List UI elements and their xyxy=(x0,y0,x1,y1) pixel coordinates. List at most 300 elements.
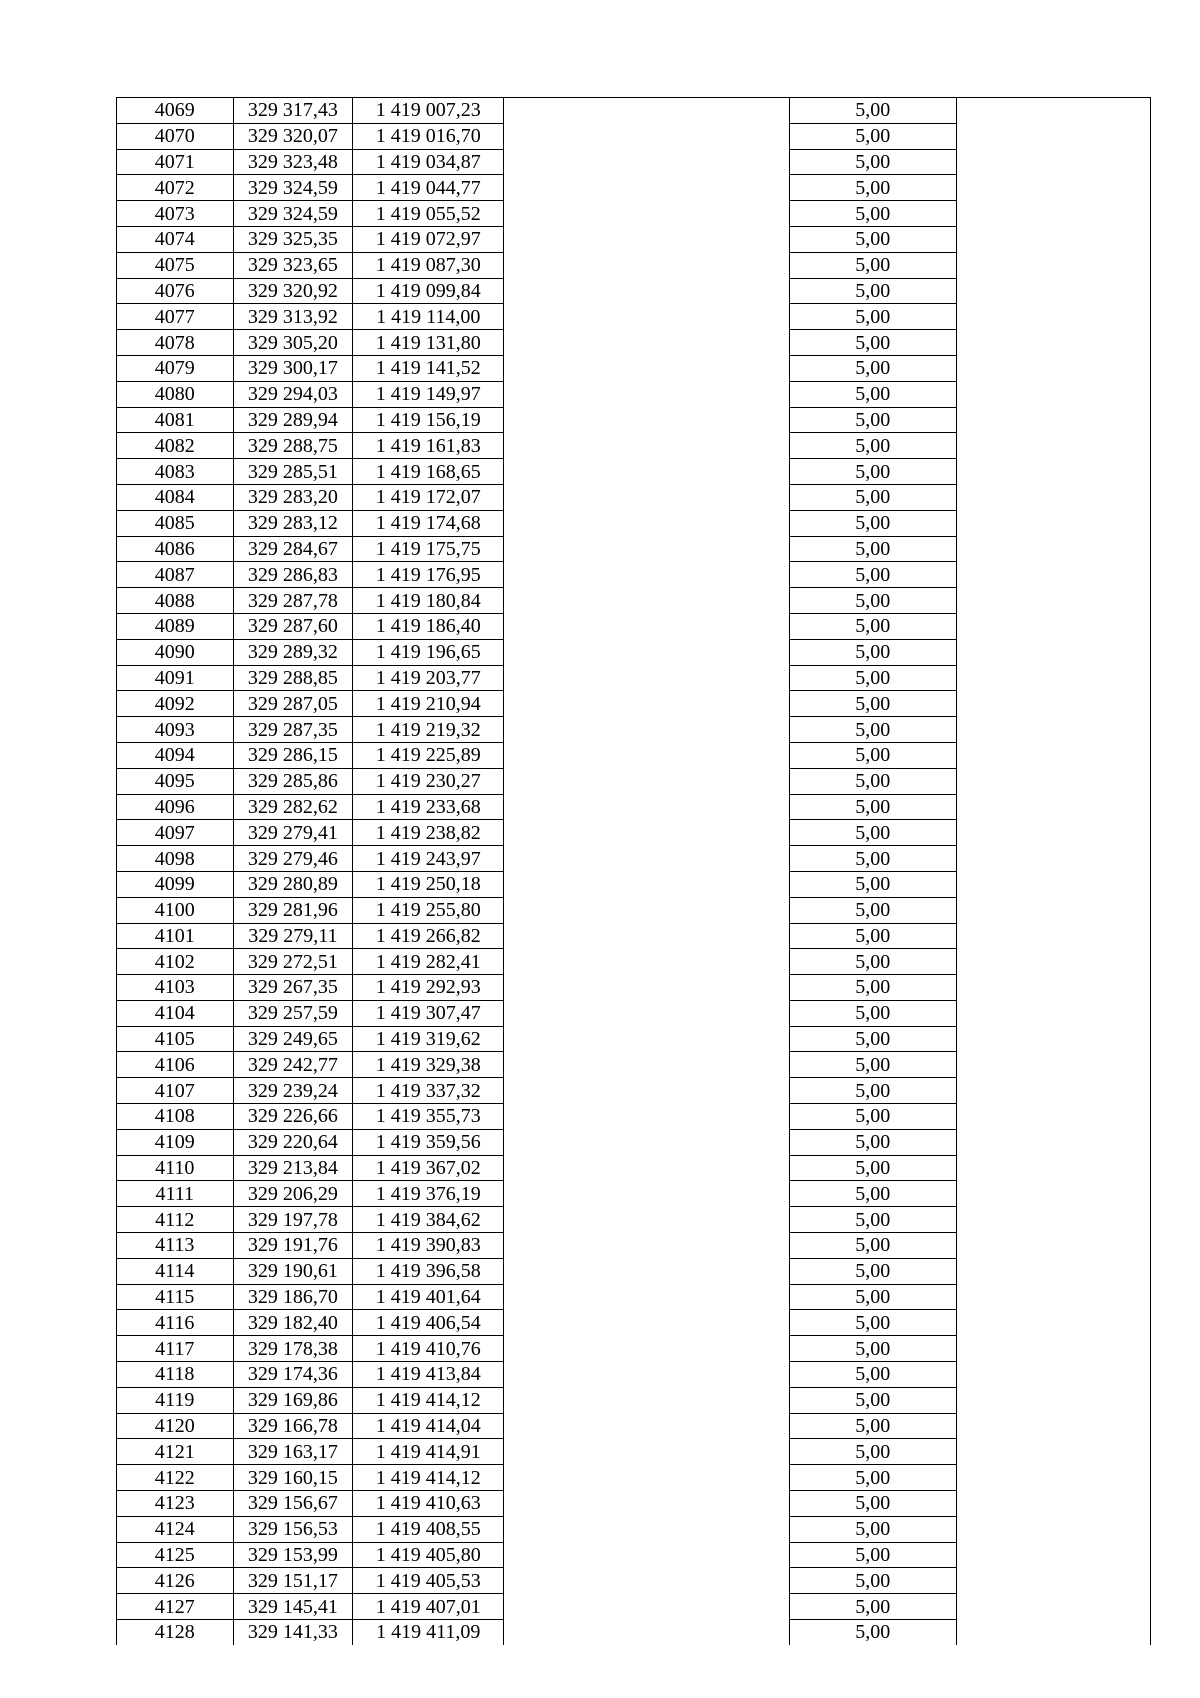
empty-cell xyxy=(504,459,790,485)
point-number-cell: 4110 xyxy=(117,1155,234,1181)
table-row xyxy=(117,562,1151,588)
empty-cell xyxy=(504,407,790,433)
value-cell: 5,00 xyxy=(789,510,956,536)
empty-cell xyxy=(504,1284,790,1310)
point-number-cell: 4074 xyxy=(117,226,234,252)
empty-cell xyxy=(956,588,1150,614)
table-row xyxy=(117,1336,1151,1362)
empty-cell xyxy=(956,1000,1150,1026)
empty-cell xyxy=(956,1310,1150,1336)
empty-cell xyxy=(956,1258,1150,1284)
table-row xyxy=(117,897,1151,923)
point-number-cell: 4086 xyxy=(117,536,234,562)
empty-cell xyxy=(956,665,1150,691)
point-number-cell: 4107 xyxy=(117,1078,234,1104)
y-coordinate-cell: 1 419 219,32 xyxy=(353,717,504,743)
table-row xyxy=(117,484,1151,510)
table-row xyxy=(117,123,1151,149)
x-coordinate-cell: 329 289,32 xyxy=(233,639,353,665)
y-coordinate-cell: 1 419 034,87 xyxy=(353,149,504,175)
empty-cell xyxy=(956,717,1150,743)
x-coordinate-cell: 329 283,20 xyxy=(233,484,353,510)
value-cell: 5,00 xyxy=(789,1207,956,1233)
value-cell: 5,00 xyxy=(789,1387,956,1413)
value-cell: 5,00 xyxy=(789,1026,956,1052)
x-coordinate-cell: 329 178,38 xyxy=(233,1336,353,1362)
empty-cell xyxy=(504,433,790,459)
table-row xyxy=(117,949,1151,975)
x-coordinate-cell: 329 285,51 xyxy=(233,459,353,485)
empty-cell xyxy=(956,975,1150,1001)
empty-cell xyxy=(504,639,790,665)
y-coordinate-cell: 1 419 225,89 xyxy=(353,742,504,768)
empty-cell xyxy=(956,149,1150,175)
value-cell: 5,00 xyxy=(789,562,956,588)
empty-cell xyxy=(504,1465,790,1491)
table-row xyxy=(117,1104,1151,1130)
empty-cell xyxy=(956,304,1150,330)
x-coordinate-cell: 329 182,40 xyxy=(233,1310,353,1336)
table-row xyxy=(117,717,1151,743)
empty-cell xyxy=(956,639,1150,665)
empty-cell xyxy=(504,381,790,407)
x-coordinate-cell: 329 206,29 xyxy=(233,1181,353,1207)
empty-cell xyxy=(504,278,790,304)
x-coordinate-cell: 329 305,20 xyxy=(233,330,353,356)
point-number-cell: 4114 xyxy=(117,1258,234,1284)
empty-cell xyxy=(956,459,1150,485)
table-row xyxy=(117,1491,1151,1517)
empty-cell xyxy=(504,1413,790,1439)
table-row xyxy=(117,226,1151,252)
empty-cell xyxy=(504,1620,790,1645)
x-coordinate-cell: 329 160,15 xyxy=(233,1465,353,1491)
table-row xyxy=(117,639,1151,665)
x-coordinate-cell: 329 282,62 xyxy=(233,794,353,820)
x-coordinate-cell: 329 313,92 xyxy=(233,304,353,330)
empty-cell xyxy=(956,175,1150,201)
empty-cell xyxy=(956,123,1150,149)
y-coordinate-cell: 1 419 250,18 xyxy=(353,871,504,897)
empty-cell xyxy=(956,201,1150,227)
table-row xyxy=(117,355,1151,381)
x-coordinate-cell: 329 156,53 xyxy=(233,1516,353,1542)
y-coordinate-cell: 1 419 355,73 xyxy=(353,1104,504,1130)
y-coordinate-cell: 1 419 266,82 xyxy=(353,923,504,949)
value-cell: 5,00 xyxy=(789,433,956,459)
value-cell: 5,00 xyxy=(789,1284,956,1310)
table-row xyxy=(117,1594,1151,1620)
empty-cell xyxy=(956,1439,1150,1465)
x-coordinate-cell: 329 169,86 xyxy=(233,1387,353,1413)
value-cell: 5,00 xyxy=(789,923,956,949)
value-cell: 5,00 xyxy=(789,639,956,665)
y-coordinate-cell: 1 419 411,09 xyxy=(353,1620,504,1645)
point-number-cell: 4077 xyxy=(117,304,234,330)
empty-cell xyxy=(504,820,790,846)
y-coordinate-cell: 1 419 396,58 xyxy=(353,1258,504,1284)
x-coordinate-cell: 329 287,78 xyxy=(233,588,353,614)
value-cell: 5,00 xyxy=(789,1439,956,1465)
x-coordinate-cell: 329 323,65 xyxy=(233,252,353,278)
value-cell: 5,00 xyxy=(789,588,956,614)
y-coordinate-cell: 1 419 367,02 xyxy=(353,1155,504,1181)
table-row xyxy=(117,1516,1151,1542)
point-number-cell: 4101 xyxy=(117,923,234,949)
empty-cell xyxy=(956,252,1150,278)
x-coordinate-cell: 329 267,35 xyxy=(233,975,353,1001)
y-coordinate-cell: 1 419 405,80 xyxy=(353,1542,504,1568)
x-coordinate-cell: 329 284,67 xyxy=(233,536,353,562)
x-coordinate-cell: 329 220,64 xyxy=(233,1129,353,1155)
table-row xyxy=(117,1181,1151,1207)
empty-cell xyxy=(504,175,790,201)
empty-cell xyxy=(956,1491,1150,1517)
point-number-cell: 4090 xyxy=(117,639,234,665)
empty-cell xyxy=(504,1207,790,1233)
point-number-cell: 4104 xyxy=(117,1000,234,1026)
y-coordinate-cell: 1 419 407,01 xyxy=(353,1594,504,1620)
table-row xyxy=(117,665,1151,691)
empty-cell xyxy=(504,304,790,330)
x-coordinate-cell: 329 279,11 xyxy=(233,923,353,949)
x-coordinate-cell: 329 286,83 xyxy=(233,562,353,588)
point-number-cell: 4078 xyxy=(117,330,234,356)
point-number-cell: 4079 xyxy=(117,355,234,381)
value-cell: 5,00 xyxy=(789,536,956,562)
y-coordinate-cell: 1 419 149,97 xyxy=(353,381,504,407)
empty-cell xyxy=(504,1336,790,1362)
x-coordinate-cell: 329 280,89 xyxy=(233,871,353,897)
value-cell: 5,00 xyxy=(789,897,956,923)
value-cell: 5,00 xyxy=(789,98,956,124)
y-coordinate-cell: 1 419 282,41 xyxy=(353,949,504,975)
empty-cell xyxy=(504,1439,790,1465)
empty-cell xyxy=(956,407,1150,433)
value-cell: 5,00 xyxy=(789,975,956,1001)
y-coordinate-cell: 1 419 414,04 xyxy=(353,1413,504,1439)
value-cell: 5,00 xyxy=(789,871,956,897)
y-coordinate-cell: 1 419 210,94 xyxy=(353,691,504,717)
empty-cell xyxy=(504,1542,790,1568)
point-number-cell: 4108 xyxy=(117,1104,234,1130)
empty-cell xyxy=(504,1129,790,1155)
point-number-cell: 4111 xyxy=(117,1181,234,1207)
point-number-cell: 4123 xyxy=(117,1491,234,1517)
y-coordinate-cell: 1 419 175,75 xyxy=(353,536,504,562)
value-cell: 5,00 xyxy=(789,1104,956,1130)
empty-cell xyxy=(956,510,1150,536)
table-row xyxy=(117,742,1151,768)
value-cell: 5,00 xyxy=(789,1542,956,1568)
value-cell: 5,00 xyxy=(789,794,956,820)
value-cell: 5,00 xyxy=(789,1620,956,1645)
y-coordinate-cell: 1 419 255,80 xyxy=(353,897,504,923)
y-coordinate-cell: 1 419 072,97 xyxy=(353,226,504,252)
x-coordinate-cell: 329 287,35 xyxy=(233,717,353,743)
value-cell: 5,00 xyxy=(789,201,956,227)
point-number-cell: 4082 xyxy=(117,433,234,459)
table-row xyxy=(117,201,1151,227)
point-number-cell: 4098 xyxy=(117,846,234,872)
value-cell: 5,00 xyxy=(789,1465,956,1491)
point-number-cell: 4083 xyxy=(117,459,234,485)
point-number-cell: 4119 xyxy=(117,1387,234,1413)
y-coordinate-cell: 1 419 413,84 xyxy=(353,1362,504,1388)
empty-cell xyxy=(504,1491,790,1517)
point-number-cell: 4115 xyxy=(117,1284,234,1310)
x-coordinate-cell: 329 281,96 xyxy=(233,897,353,923)
value-cell: 5,00 xyxy=(789,717,956,743)
empty-cell xyxy=(504,1233,790,1259)
empty-cell xyxy=(956,278,1150,304)
empty-cell xyxy=(956,1207,1150,1233)
value-cell: 5,00 xyxy=(789,355,956,381)
point-number-cell: 4102 xyxy=(117,949,234,975)
point-number-cell: 4121 xyxy=(117,1439,234,1465)
coordinates-table xyxy=(116,97,1151,1645)
empty-cell xyxy=(956,536,1150,562)
y-coordinate-cell: 1 419 406,54 xyxy=(353,1310,504,1336)
empty-cell xyxy=(956,1129,1150,1155)
x-coordinate-cell: 329 325,35 xyxy=(233,226,353,252)
value-cell: 5,00 xyxy=(789,175,956,201)
table-row xyxy=(117,691,1151,717)
y-coordinate-cell: 1 419 390,83 xyxy=(353,1233,504,1259)
point-number-cell: 4100 xyxy=(117,897,234,923)
table-row xyxy=(117,1465,1151,1491)
x-coordinate-cell: 329 289,94 xyxy=(233,407,353,433)
y-coordinate-cell: 1 419 410,63 xyxy=(353,1491,504,1517)
x-coordinate-cell: 329 145,41 xyxy=(233,1594,353,1620)
empty-cell xyxy=(956,949,1150,975)
empty-cell xyxy=(956,613,1150,639)
empty-cell xyxy=(956,1078,1150,1104)
x-coordinate-cell: 329 320,92 xyxy=(233,278,353,304)
coordinates-table-body xyxy=(117,98,1151,1645)
table-row xyxy=(117,1233,1151,1259)
point-number-cell: 4091 xyxy=(117,665,234,691)
y-coordinate-cell: 1 419 168,65 xyxy=(353,459,504,485)
empty-cell xyxy=(504,562,790,588)
empty-cell xyxy=(504,252,790,278)
empty-cell xyxy=(504,355,790,381)
table-row xyxy=(117,613,1151,639)
empty-cell xyxy=(956,897,1150,923)
y-coordinate-cell: 1 419 156,19 xyxy=(353,407,504,433)
point-number-cell: 4103 xyxy=(117,975,234,1001)
empty-cell xyxy=(956,98,1150,124)
value-cell: 5,00 xyxy=(789,665,956,691)
y-coordinate-cell: 1 419 016,70 xyxy=(353,123,504,149)
x-coordinate-cell: 329 191,76 xyxy=(233,1233,353,1259)
empty-cell xyxy=(956,1542,1150,1568)
table-row xyxy=(117,278,1151,304)
value-cell: 5,00 xyxy=(789,1129,956,1155)
x-coordinate-cell: 329 272,51 xyxy=(233,949,353,975)
value-cell: 5,00 xyxy=(789,226,956,252)
y-coordinate-cell: 1 419 099,84 xyxy=(353,278,504,304)
table-row xyxy=(117,304,1151,330)
value-cell: 5,00 xyxy=(789,1336,956,1362)
point-number-cell: 4075 xyxy=(117,252,234,278)
table-row xyxy=(117,975,1151,1001)
value-cell: 5,00 xyxy=(789,820,956,846)
value-cell: 5,00 xyxy=(789,1078,956,1104)
table-row xyxy=(117,871,1151,897)
empty-cell xyxy=(504,201,790,227)
table-row xyxy=(117,1620,1151,1645)
table-row xyxy=(117,1000,1151,1026)
x-coordinate-cell: 329 153,99 xyxy=(233,1542,353,1568)
point-number-cell: 4093 xyxy=(117,717,234,743)
value-cell: 5,00 xyxy=(789,381,956,407)
point-number-cell: 4073 xyxy=(117,201,234,227)
empty-cell xyxy=(504,330,790,356)
table-row xyxy=(117,1387,1151,1413)
point-number-cell: 4085 xyxy=(117,510,234,536)
empty-cell xyxy=(504,1000,790,1026)
value-cell: 5,00 xyxy=(789,1491,956,1517)
y-coordinate-cell: 1 419 307,47 xyxy=(353,1000,504,1026)
empty-cell xyxy=(956,1568,1150,1594)
x-coordinate-cell: 329 197,78 xyxy=(233,1207,353,1233)
point-number-cell: 4089 xyxy=(117,613,234,639)
value-cell: 5,00 xyxy=(789,1233,956,1259)
x-coordinate-cell: 329 288,75 xyxy=(233,433,353,459)
value-cell: 5,00 xyxy=(789,407,956,433)
value-cell: 5,00 xyxy=(789,484,956,510)
point-number-cell: 4105 xyxy=(117,1026,234,1052)
x-coordinate-cell: 329 249,65 xyxy=(233,1026,353,1052)
y-coordinate-cell: 1 419 414,91 xyxy=(353,1439,504,1465)
y-coordinate-cell: 1 419 044,77 xyxy=(353,175,504,201)
y-coordinate-cell: 1 419 401,64 xyxy=(353,1284,504,1310)
x-coordinate-cell: 329 287,05 xyxy=(233,691,353,717)
empty-cell xyxy=(956,794,1150,820)
y-coordinate-cell: 1 419 176,95 xyxy=(353,562,504,588)
table-row xyxy=(117,923,1151,949)
x-coordinate-cell: 329 288,85 xyxy=(233,665,353,691)
table-row xyxy=(117,1207,1151,1233)
table-row xyxy=(117,768,1151,794)
point-number-cell: 4128 xyxy=(117,1620,234,1645)
y-coordinate-cell: 1 419 203,77 xyxy=(353,665,504,691)
point-number-cell: 4125 xyxy=(117,1542,234,1568)
empty-cell xyxy=(956,1387,1150,1413)
table-row xyxy=(117,1542,1151,1568)
x-coordinate-cell: 329 174,36 xyxy=(233,1362,353,1388)
y-coordinate-cell: 1 419 087,30 xyxy=(353,252,504,278)
table-row xyxy=(117,1129,1151,1155)
value-cell: 5,00 xyxy=(789,149,956,175)
empty-cell xyxy=(504,123,790,149)
x-coordinate-cell: 329 190,61 xyxy=(233,1258,353,1284)
y-coordinate-cell: 1 419 405,53 xyxy=(353,1568,504,1594)
table-row xyxy=(117,1026,1151,1052)
x-coordinate-cell: 329 324,59 xyxy=(233,175,353,201)
point-number-cell: 4127 xyxy=(117,1594,234,1620)
value-cell: 5,00 xyxy=(789,1155,956,1181)
y-coordinate-cell: 1 419 359,56 xyxy=(353,1129,504,1155)
point-number-cell: 4070 xyxy=(117,123,234,149)
empty-cell xyxy=(504,510,790,536)
value-cell: 5,00 xyxy=(789,1568,956,1594)
empty-cell xyxy=(956,871,1150,897)
value-cell: 5,00 xyxy=(789,1516,956,1542)
point-number-cell: 4124 xyxy=(117,1516,234,1542)
value-cell: 5,00 xyxy=(789,304,956,330)
empty-cell xyxy=(956,562,1150,588)
empty-cell xyxy=(504,1078,790,1104)
y-coordinate-cell: 1 419 408,55 xyxy=(353,1516,504,1542)
point-number-cell: 4120 xyxy=(117,1413,234,1439)
table-row xyxy=(117,149,1151,175)
point-number-cell: 4092 xyxy=(117,691,234,717)
point-number-cell: 4096 xyxy=(117,794,234,820)
table-row xyxy=(117,588,1151,614)
value-cell: 5,00 xyxy=(789,330,956,356)
empty-cell xyxy=(504,1026,790,1052)
empty-cell xyxy=(504,1594,790,1620)
y-coordinate-cell: 1 419 292,93 xyxy=(353,975,504,1001)
x-coordinate-cell: 329 279,46 xyxy=(233,846,353,872)
table-row xyxy=(117,1568,1151,1594)
empty-cell xyxy=(504,665,790,691)
empty-cell xyxy=(504,1362,790,1388)
empty-cell xyxy=(956,846,1150,872)
y-coordinate-cell: 1 419 114,00 xyxy=(353,304,504,330)
point-number-cell: 4117 xyxy=(117,1336,234,1362)
value-cell: 5,00 xyxy=(789,1594,956,1620)
empty-cell xyxy=(504,1568,790,1594)
table-row xyxy=(117,407,1151,433)
point-number-cell: 4099 xyxy=(117,871,234,897)
empty-cell xyxy=(956,226,1150,252)
value-cell: 5,00 xyxy=(789,278,956,304)
empty-cell xyxy=(504,1516,790,1542)
empty-cell xyxy=(504,1181,790,1207)
empty-cell xyxy=(956,768,1150,794)
empty-cell xyxy=(504,613,790,639)
y-coordinate-cell: 1 419 230,27 xyxy=(353,768,504,794)
x-coordinate-cell: 329 239,24 xyxy=(233,1078,353,1104)
y-coordinate-cell: 1 419 161,83 xyxy=(353,433,504,459)
point-number-cell: 4069 xyxy=(117,98,234,124)
x-coordinate-cell: 329 324,59 xyxy=(233,201,353,227)
y-coordinate-cell: 1 419 376,19 xyxy=(353,1181,504,1207)
point-number-cell: 4097 xyxy=(117,820,234,846)
empty-cell xyxy=(504,949,790,975)
value-cell: 5,00 xyxy=(789,691,956,717)
empty-cell xyxy=(504,484,790,510)
y-coordinate-cell: 1 419 337,32 xyxy=(353,1078,504,1104)
empty-cell xyxy=(504,98,790,124)
y-coordinate-cell: 1 419 319,62 xyxy=(353,1026,504,1052)
value-cell: 5,00 xyxy=(789,1362,956,1388)
value-cell: 5,00 xyxy=(789,1258,956,1284)
table-row xyxy=(117,1284,1151,1310)
point-number-cell: 4109 xyxy=(117,1129,234,1155)
table-row xyxy=(117,1362,1151,1388)
value-cell: 5,00 xyxy=(789,123,956,149)
empty-cell xyxy=(504,1104,790,1130)
point-number-cell: 4122 xyxy=(117,1465,234,1491)
empty-cell xyxy=(956,1181,1150,1207)
empty-cell xyxy=(504,691,790,717)
empty-cell xyxy=(956,1413,1150,1439)
empty-cell xyxy=(956,742,1150,768)
